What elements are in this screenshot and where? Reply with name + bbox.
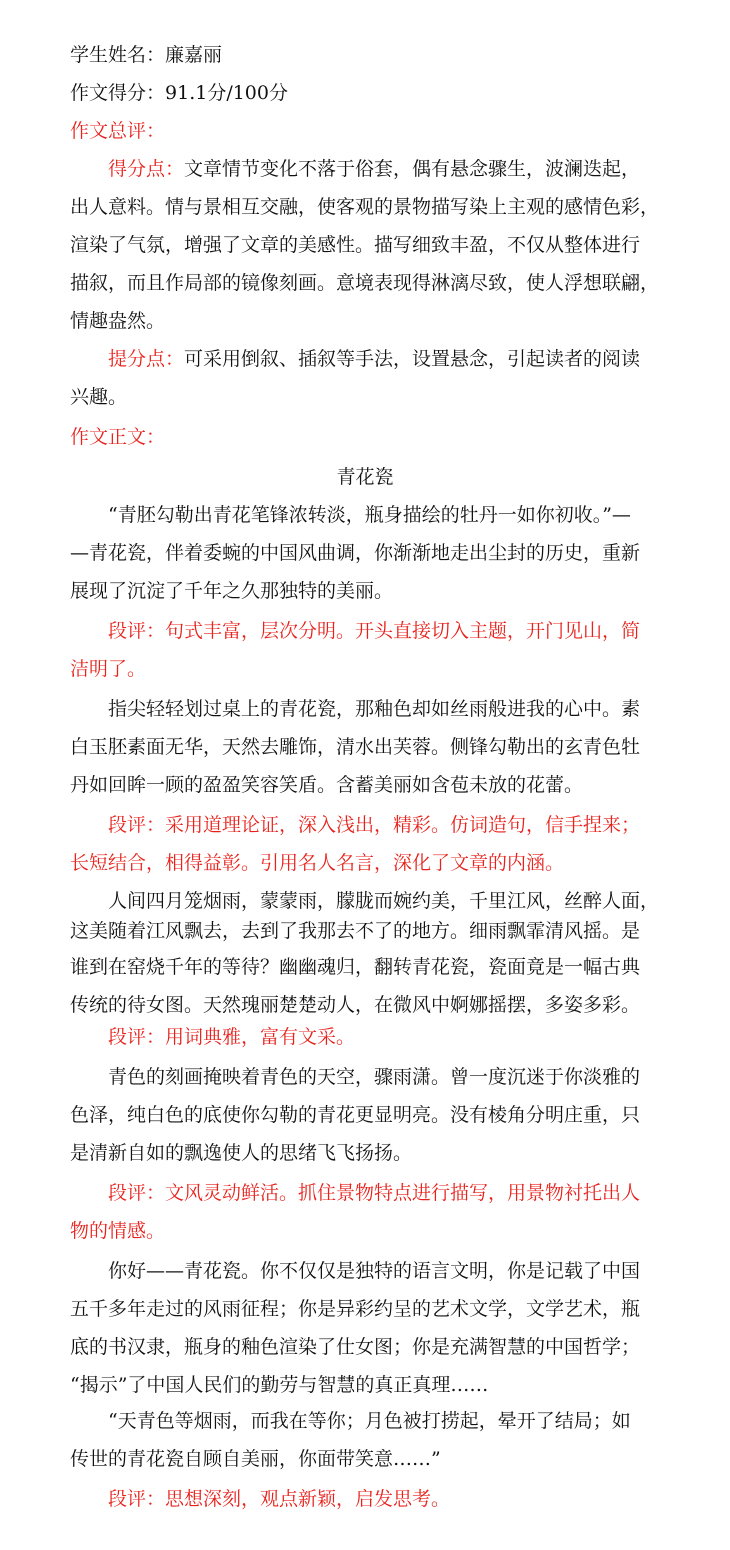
improve-paragraph (70, 346, 662, 422)
strengths-paragraph (70, 156, 662, 346)
strengths-line: 描叙，而且作局部的镜像刻画。意境表现得淋漓尽致，使人浮想联翩， (70, 272, 660, 294)
essay-title: 青花瓷 (336, 466, 394, 488)
paragraph-comment-4: 段评：文风灵动鲜活。抓住景物特点进行描写，用景物衬托出人 物的情感。 (70, 1182, 641, 1242)
improve-line: 兴趣。 (70, 386, 128, 408)
score-line (70, 80, 660, 106)
score-value: 91.1分/100分 (165, 82, 288, 104)
essay-paragraph-2: 指尖轻轻划过桌上的青花瓷，那釉色却如丝雨般进我的心中。素 白玉胚素面无华，天然去雕饰，清水出芙蓉。侧锋勾勒出的玄青色牡 丹如回眸一顾的盈盈笑容笑盾。含蓄美丽如含苞未放的花蕾。 (70, 698, 641, 796)
essay-paragraph-6: “天青色等烟雨，而我在等你；月色被打捞起，晕开了结局；如 传世的青花瓷自顾自美丽，你面带笑意……” (70, 1410, 631, 1470)
essay-paragraph-1: “青胚勾勒出青花笔锋浓转淡，瓶身描绘的牡丹一如你初收。”— —青花瓷，伴着委蜿的中国风曲调，你渐渐地走出尘封的历史，重新 展现了沉淀了千年之久那独特的美丽。 (70, 504, 641, 602)
paragraph-comment-5: 段评：思想深刻，观点新颖，启发思考。 (108, 1488, 451, 1510)
overall-heading: 作文总评： (70, 120, 166, 142)
body-heading: 作文正文： (70, 426, 166, 448)
paragraph-comment-3: 段评：用词典雅，富有文采。 (108, 1026, 356, 1048)
student-name-label: 学生姓名： (70, 44, 166, 66)
strengths-label: 得分点： (108, 158, 185, 180)
improve-line: 提分点：可采用倒叙、插叙等手法，设置悬念，引起读者的阅读 (108, 348, 641, 370)
student-name-value: 廉嘉丽 (165, 44, 223, 66)
essay-paragraph-4: 青色的刻画掩映着青色的天空，骤雨潇。曾一度沉迷于你淡雅的 色泽，纯白色的底使你勾勒的青花更显明亮。没有棱角分明庄重，只 是清新自如的飘逸使人的思绪飞飞扬扬。 (70, 1066, 641, 1164)
essay-paragraph-3: 人间四月笼烟雨，蒙蒙雨，朦胧而婉约美，千里江风，丝醉人面， 这美随着江风飘去，去到了我那去不了的地方。细雨飘霏清风摇。是 谁到在窑烧千年的等待？幽幽魂归，翻转青花瓷，瓷面竟是一幅古典 传统的待女图。天然瑰丽楚楚动人，在微风中婀娜摇摆，多姿多彩。 (70, 890, 660, 1016)
strengths-line: 出人意料。情与景相互交融，使客观的景物描写染上主观的感情色彩， (70, 196, 660, 218)
strengths-line: 渲染了气氛，增强了文章的美感性。描写细致丰盈，不仅从整体进行 (70, 234, 641, 256)
improve-label: 提分点： (108, 348, 185, 370)
paragraph-comment-2: 段评：采用道理论证，深入浅出，精彩。仿词造句，信手捏来； 长短结合，相得益彰。引用名人名言，深化了文章的内涵。 (70, 814, 641, 874)
essay-paragraph-5: 你好——青花瓷。你不仅仅是独特的语言文明，你是记载了中国 五千多年走过的风雨征程；你是异彩约呈的艺术文学，文学艺术，瓶 底的书汉隶，瓶身的釉色渲染了仕女图；你是充满智慧的中国哲学； “揭示”了中国人民们的勤劳与智慧的真正真理…… (70, 1260, 641, 1396)
score-label: 作文得分： (70, 82, 166, 104)
paragraph-comment-1: 段评：句式丰富，层次分明。开头直接切入主题，开门见山，简 洁明了。 (70, 620, 641, 680)
student-name-line (70, 42, 660, 68)
strengths-line: 情趣盎然。 (70, 310, 166, 332)
strengths-line: 得分点：文章情节变化不落于俗套，偶有悬念骤生，波澜迭起， (108, 158, 641, 180)
